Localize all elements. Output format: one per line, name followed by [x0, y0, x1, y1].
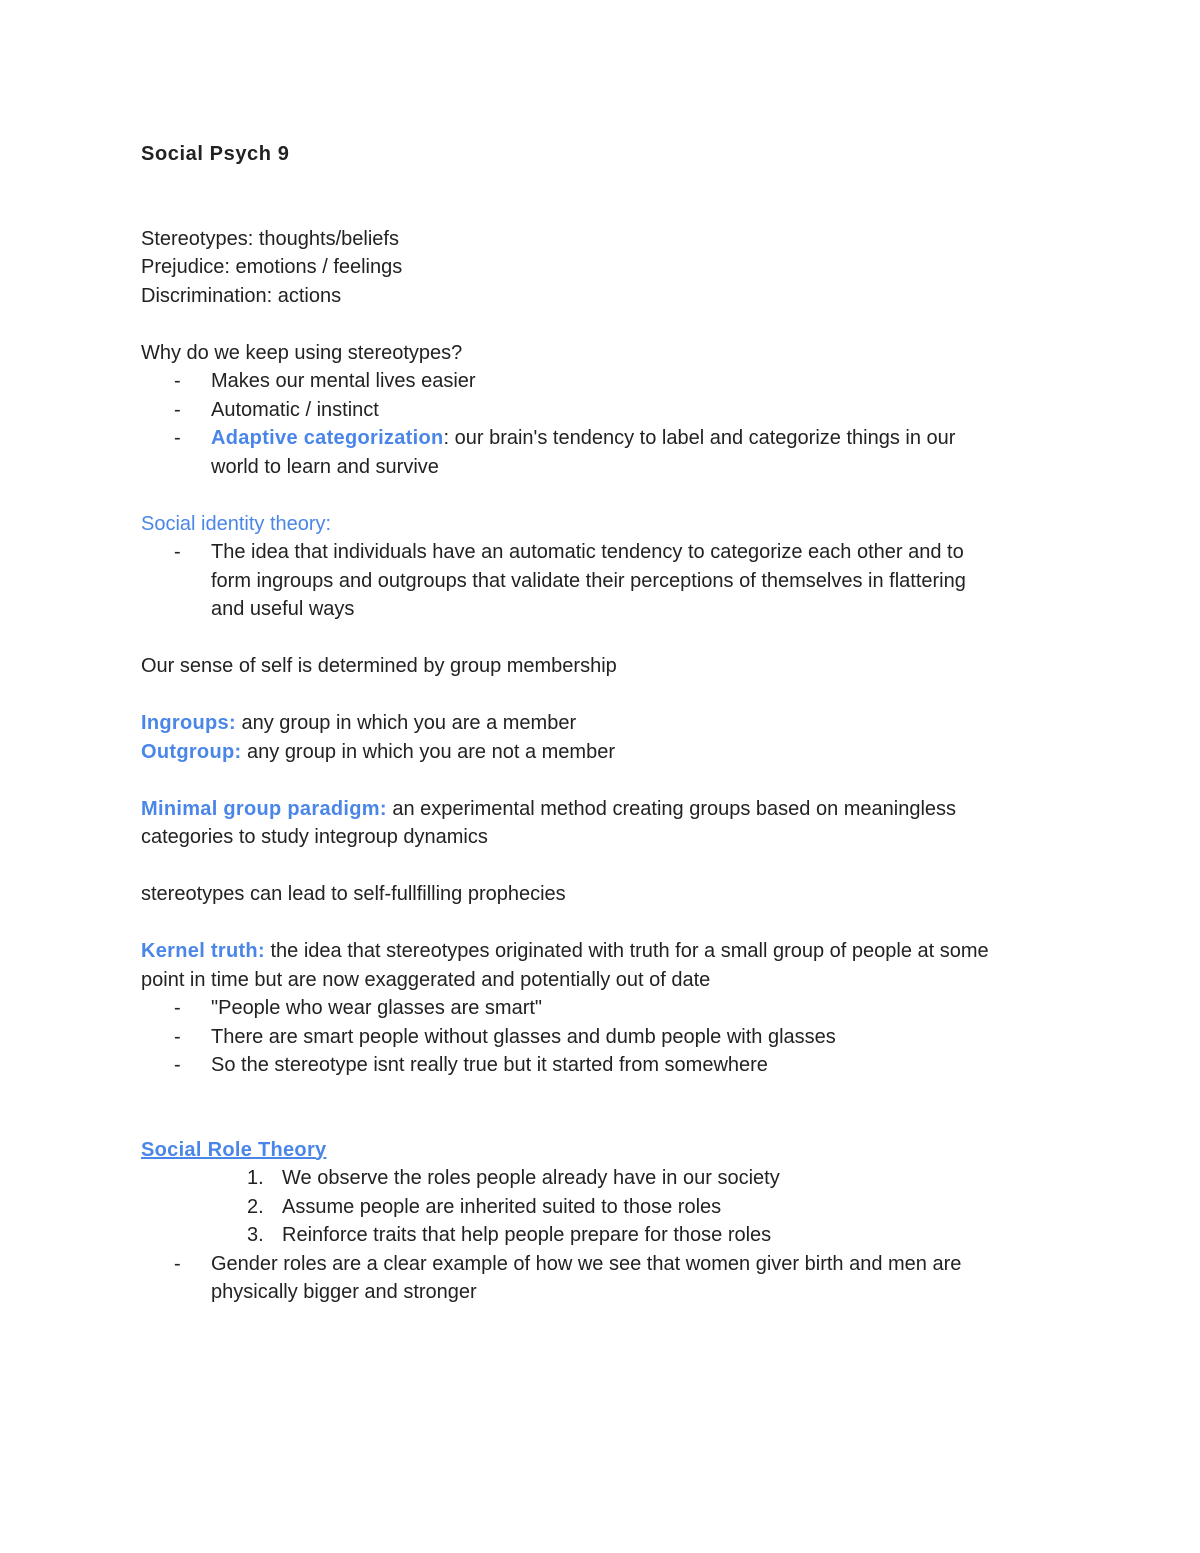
- term-outgroup: Outgroup:: [141, 740, 242, 763]
- item-number: 2.: [247, 1195, 264, 1218]
- list-item-gender-roles: [141, 1250, 1061, 1307]
- bullet-dash: -: [174, 427, 181, 449]
- numbered-item-text: We observe the roles people already have in our society: [282, 1167, 780, 1189]
- bullet-dash: -: [174, 997, 181, 1019]
- ingroups-definition: [141, 709, 1061, 738]
- list-item-text: There are smart people without glasses and dumb people with glasses: [211, 1025, 836, 1048]
- bullet-dash: -: [174, 1054, 181, 1076]
- list-item-text: Makes our mental lives easier: [211, 370, 476, 392]
- bullet-dash: -: [174, 1252, 181, 1275]
- minimal-group-definition: [141, 795, 1061, 824]
- social-identity-line-2: form ingroups and outgroups that validate their perceptions of themselves in flattering: [211, 569, 966, 592]
- term-ingroups: Ingroups:: [141, 712, 236, 734]
- kernel-truth-text: the idea that stereotypes originated with truth for a small group of people at some: [264, 940, 989, 962]
- page-title: Social Psych 9: [141, 143, 290, 165]
- why-question: Why do we keep using stereotypes?: [141, 341, 463, 364]
- term-minimal-group-paradigm: Minimal group paradigm:: [141, 797, 387, 820]
- term-adaptive-categorization: Adaptive categorization: [211, 427, 444, 449]
- numbered-item-text: Assume people are inherited suited to those roles: [282, 1195, 722, 1218]
- list-item-social-identity: [141, 538, 1061, 624]
- list-item-text: "People who wear glasses are smart": [211, 997, 543, 1019]
- ingroups-text: any group in which you are a member: [235, 712, 577, 734]
- bullet-dash: -: [174, 1025, 181, 1048]
- list-item: [141, 994, 1061, 1023]
- definition-adaptive-categorization: : our brain's tendency to label and categorize things in our: [443, 427, 956, 449]
- definition-discrimination: Discrimination: actions: [141, 284, 342, 307]
- item-number: 3.: [247, 1224, 264, 1246]
- social-identity-line-1: The idea that individuals have an automatic tendency to categorize each other and to: [211, 541, 964, 563]
- list-item: [141, 396, 1061, 425]
- kernel-truth-definition: [141, 937, 1061, 966]
- prophecies-statement: stereotypes can lead to self-fullfilling prophecies: [141, 883, 566, 905]
- term-kernel-truth: Kernel truth:: [141, 940, 265, 962]
- heading-social-identity-theory: Social identity theory:: [141, 512, 332, 535]
- list-item: [141, 1051, 1061, 1080]
- bullet-dash: -: [174, 541, 181, 563]
- list-item-adaptive-categorization: [141, 424, 1061, 481]
- gender-roles-line-1: Gender roles are a clear example of how we see that women giver birth and men are: [211, 1252, 962, 1275]
- kernel-truth-text-cont: point in time but are now exaggerated and potentially out of date: [141, 968, 711, 991]
- numbered-item: [141, 1221, 1061, 1250]
- list-item-text: So the stereotype isnt really true but it started from somewhere: [211, 1054, 768, 1076]
- social-identity-line-3: and useful ways: [211, 598, 355, 620]
- bullet-dash: -: [174, 370, 181, 392]
- social-role-theory-link[interactable]: Social Role Theory: [141, 1138, 327, 1161]
- list-item-text: Automatic / instinct: [211, 398, 379, 421]
- list-item: [141, 367, 1061, 396]
- definition-adaptive-categorization-cont: world to learn and survive: [211, 455, 439, 478]
- list-item: [141, 1023, 1061, 1052]
- minimal-group-text: an experimental method creating groups based on meaningless: [386, 797, 957, 820]
- bullet-dash: -: [174, 398, 181, 421]
- self-sense-statement: Our sense of self is determined by group membership: [141, 655, 617, 677]
- definition-stereotypes: Stereotypes: thoughts/beliefs: [141, 227, 399, 250]
- outgroup-definition: [141, 738, 1061, 767]
- document-page: [141, 140, 1061, 1307]
- outgroup-text: any group in which you are not a member: [241, 740, 615, 763]
- numbered-item: [141, 1164, 1061, 1193]
- gender-roles-line-2: physically bigger and stronger: [211, 1281, 477, 1303]
- numbered-item: [141, 1193, 1061, 1222]
- minimal-group-text-cont: categories to study integroup dynamics: [141, 826, 488, 848]
- social-role-theory-heading-row: [141, 1136, 1061, 1165]
- definition-prejudice: Prejudice: emotions / feelings: [141, 256, 403, 278]
- item-number: 1.: [247, 1167, 264, 1189]
- numbered-item-text: Reinforce traits that help people prepare for those roles: [282, 1224, 772, 1246]
